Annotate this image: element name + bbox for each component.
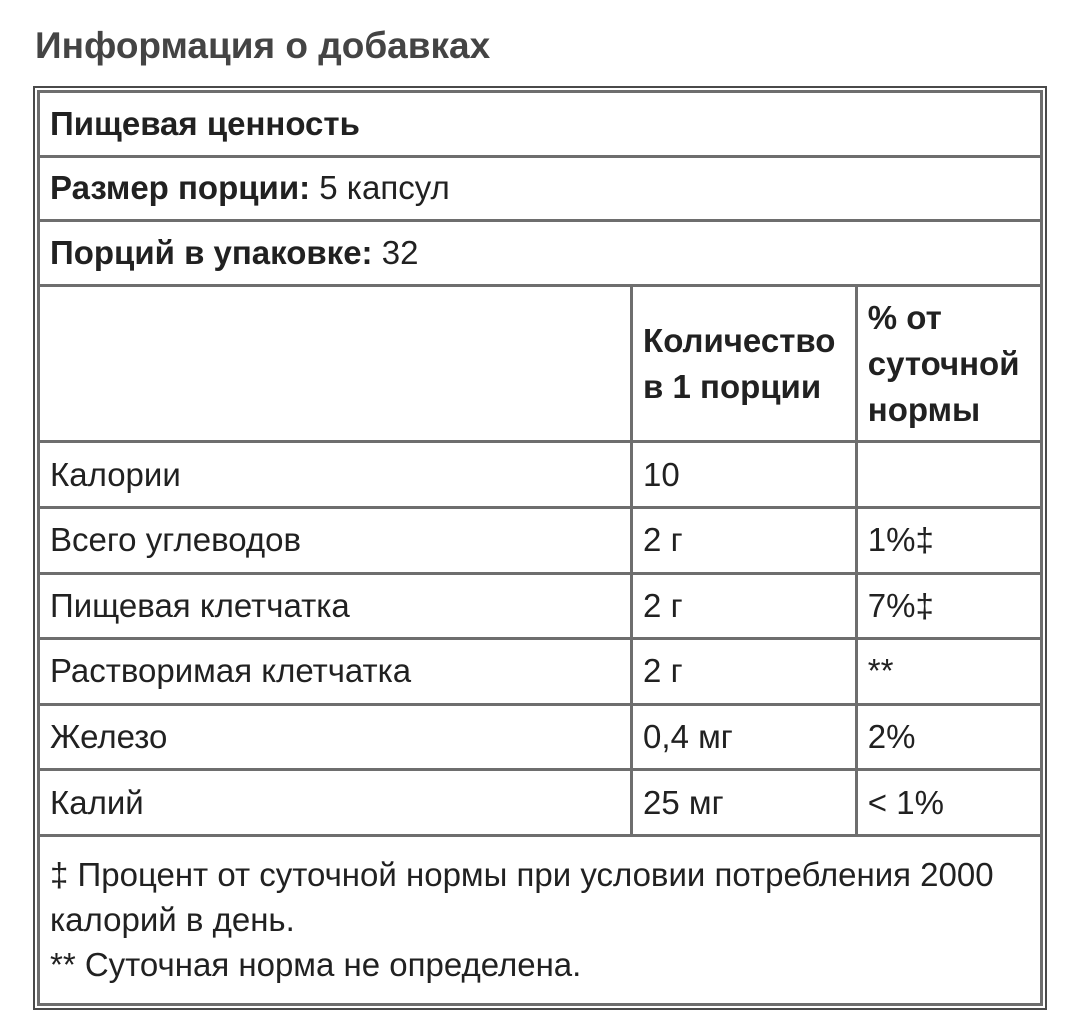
table-row [39,639,1042,705]
footnote-cell [39,835,1042,1004]
table-row [39,704,1042,770]
serving-size-value: 5 капсул [319,169,450,207]
nutrient-amount: 25 мг [632,770,857,836]
table-row [39,770,1042,836]
table-row [39,573,1042,639]
table-row [39,442,1042,508]
nutrient-amount: 2 г [632,573,857,639]
nutrient-name: Железо [39,704,632,770]
servings-per-container-cell [39,221,1042,286]
nutrition-table [37,90,1043,1006]
nutrient-dv: 1%‡ [856,507,1041,573]
nutrient-amount: 10 [632,442,857,508]
table-heading: Пищевая ценность [39,92,1042,157]
nutrient-name: Всего углеводов [39,507,632,573]
serving-size-row [39,156,1042,221]
footnote-row [39,835,1042,1004]
servings-value: 32 [381,233,419,271]
empty-header-cell [39,285,632,442]
amount-per-serving-header: Количество в 1 порции [632,285,857,442]
nutrient-amount: 2 г [632,507,857,573]
nutrient-dv: 2% [856,704,1041,770]
table-heading-row [39,92,1042,157]
page-title: Информация о добавках [35,25,491,66]
supplement-facts-table [33,86,1047,1010]
nutrient-name: Калории [39,442,632,508]
serving-size-label: Размер порции: [50,169,311,207]
daily-value-header: % от суточной нормы [856,285,1041,442]
servings-per-container-row [39,221,1042,286]
serving-size-cell [39,156,1042,221]
nutrient-name: Калий [39,770,632,836]
nutrient-dv: < 1% [856,770,1041,836]
table-row [39,507,1042,573]
nutrient-name: Растворимая клетчатка [39,639,632,705]
nutrient-amount: 2 г [632,639,857,705]
nutrient-dv [856,442,1041,508]
nutrient-dv: 7%‡ [856,573,1041,639]
column-header-row [39,285,1042,442]
nutrient-name: Пищевая клетчатка [39,573,632,639]
nutrient-dv: ** [856,639,1041,705]
servings-label: Порций в упаковке: [50,233,373,271]
nutrient-amount: 0,4 мг [632,704,857,770]
footnote-not-established: ** Суточная норма не определена. [50,946,582,984]
footnote-daily-value: ‡ Процент от суточной нормы при условии потребления 2000 калорий в день. [50,856,994,939]
